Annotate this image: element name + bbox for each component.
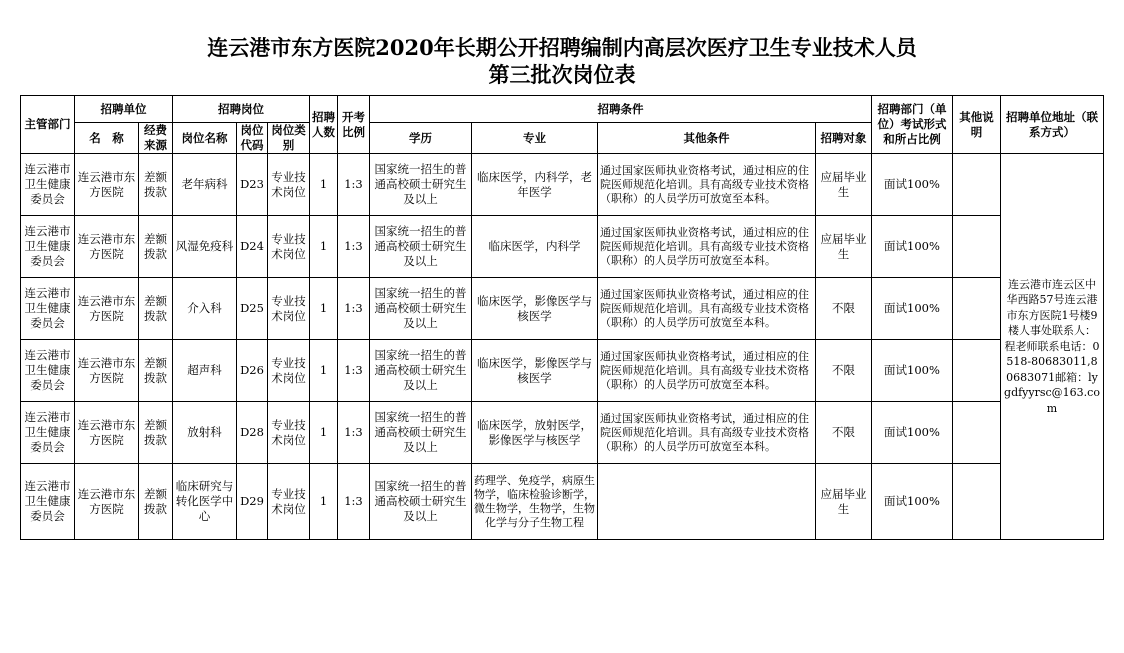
- cell-count: 1: [310, 402, 338, 464]
- cell-other: 通过国家医师执业资格考试，通过相应的住院医师规范化培训。具有高级专业技术资格（职称）的人员学历可放宽至本科。: [598, 278, 816, 340]
- cell-dept: 连云港市卫生健康委员会: [21, 340, 75, 402]
- cell-exam: 面试100%: [872, 278, 953, 340]
- cell-dept: 连云港市卫生健康委员会: [21, 278, 75, 340]
- header-unit-name: 名 称: [75, 123, 139, 154]
- cell-remark: [953, 340, 1001, 402]
- cell-code: D26: [237, 340, 268, 402]
- cell-major: 临床医学，内科学: [472, 216, 598, 278]
- header-funding: 经费来源: [139, 123, 173, 154]
- cell-exam: 面试100%: [872, 340, 953, 402]
- cell-ratio: 1:3: [338, 402, 370, 464]
- cell-target: 应届毕业生: [816, 216, 872, 278]
- title-line-2: 第三批次岗位表: [488, 62, 636, 87]
- cell-code: D28: [237, 402, 268, 464]
- cell-code: D24: [237, 216, 268, 278]
- cell-other: 通过国家医师执业资格考试，通过相应的住院医师规范化培训。具有高级专业技术资格（职称）的人员学历可放宽至本科。: [598, 216, 816, 278]
- cell-post: 风湿免疫科: [173, 216, 237, 278]
- header-major: 专业: [472, 123, 598, 154]
- cell-other: 通过国家医师执业资格考试，通过相应的住院医师规范化培训。具有高级专业技术资格（职称）的人员学历可放宽至本科。: [598, 340, 816, 402]
- cell-post: 介入科: [173, 278, 237, 340]
- cell-exam: 面试100%: [872, 154, 953, 216]
- cell-unit: 连云港市东方医院: [75, 216, 139, 278]
- header-address: 招聘单位地址（联系方式）: [1001, 96, 1104, 154]
- cell-unit: 连云港市东方医院: [75, 402, 139, 464]
- cell-funding: 差额拨款: [139, 340, 173, 402]
- cell-education: 国家统一招生的普通高校硕士研究生及以上: [370, 402, 472, 464]
- cell-exam: 面试100%: [872, 216, 953, 278]
- cell-dept: 连云港市卫生健康委员会: [21, 464, 75, 540]
- cell-target: 应届毕业生: [816, 464, 872, 540]
- table-row: [21, 340, 1104, 402]
- cell-post: 临床研究与转化医学中心: [173, 464, 237, 540]
- cell-remark: [953, 278, 1001, 340]
- cell-education: 国家统一招生的普通高校硕士研究生及以上: [370, 154, 472, 216]
- cell-ratio: 1:3: [338, 216, 370, 278]
- cell-post: 超声科: [173, 340, 237, 402]
- cell-major: 临床医学，影像医学与核医学: [472, 340, 598, 402]
- cell-count: 1: [310, 154, 338, 216]
- positions-table: [20, 95, 1104, 540]
- cell-post: 老年病科: [173, 154, 237, 216]
- cell-other: [598, 464, 816, 540]
- header-dept: 主管部门: [21, 96, 75, 154]
- cell-other: 通过国家医师执业资格考试，通过相应的住院医师规范化培训。具有高级专业技术资格（职称）的人员学历可放宽至本科。: [598, 402, 816, 464]
- cell-education: 国家统一招生的普通高校硕士研究生及以上: [370, 340, 472, 402]
- cell-count: 1: [310, 278, 338, 340]
- cell-unit: 连云港市东方医院: [75, 154, 139, 216]
- header-post-code: 岗位代码: [237, 123, 268, 154]
- cell-code: D25: [237, 278, 268, 340]
- cell-dept: 连云港市卫生健康委员会: [21, 216, 75, 278]
- cell-type: 专业技术岗位: [268, 278, 310, 340]
- table-row: [21, 402, 1104, 464]
- cell-type: 专业技术岗位: [268, 402, 310, 464]
- header-post-type: 岗位类别: [268, 123, 310, 154]
- cell-exam: 面试100%: [872, 464, 953, 540]
- cell-target: 不限: [816, 340, 872, 402]
- header-post-name: 岗位名称: [173, 123, 237, 154]
- cell-education: 国家统一招生的普通高校硕士研究生及以上: [370, 216, 472, 278]
- cell-ratio: 1:3: [338, 278, 370, 340]
- header-unit-group: 招聘单位: [75, 96, 173, 123]
- header-remark: 其他说明: [953, 96, 1001, 154]
- cell-remark: [953, 216, 1001, 278]
- cell-unit: 连云港市东方医院: [75, 278, 139, 340]
- cell-funding: 差额拨款: [139, 154, 173, 216]
- cell-education: 国家统一招生的普通高校硕士研究生及以上: [370, 278, 472, 340]
- header-target: 招聘对象: [816, 123, 872, 154]
- cell-remark: [953, 402, 1001, 464]
- cell-unit: 连云港市东方医院: [75, 340, 139, 402]
- cell-code: D29: [237, 464, 268, 540]
- cell-ratio: 1:3: [338, 154, 370, 216]
- cell-target: 不限: [816, 278, 872, 340]
- cell-remark: [953, 464, 1001, 540]
- cell-count: 1: [310, 464, 338, 540]
- cell-education: 国家统一招生的普通高校硕士研究生及以上: [370, 464, 472, 540]
- cell-dept: 连云港市卫生健康委员会: [21, 154, 75, 216]
- cell-major: 临床医学，放射医学，影像医学与核医学: [472, 402, 598, 464]
- header-other: 其他条件: [598, 123, 816, 154]
- cell-type: 专业技术岗位: [268, 340, 310, 402]
- cell-ratio: 1:3: [338, 340, 370, 402]
- cell-code: D23: [237, 154, 268, 216]
- header-ratio: 开考比例: [338, 96, 370, 154]
- contact-cell: 连云港市连云区中华西路57号连云港市东方医院1号楼9楼人事处联系人：程老师联系电话：0518-80683011,80683071邮箱：lygdfyyrsc@163.com: [1001, 154, 1104, 540]
- cell-target: 应届毕业生: [816, 154, 872, 216]
- table-row: [21, 278, 1104, 340]
- cell-exam: 面试100%: [872, 402, 953, 464]
- cell-major: 药理学、免疫学，病原生物学，临床检验诊断学，微生物学，生物学，生物化学与分子生物工程: [472, 464, 598, 540]
- cell-post: 放射科: [173, 402, 237, 464]
- cell-type: 专业技术岗位: [268, 154, 310, 216]
- table-row: [21, 464, 1104, 540]
- cell-major: 临床医学，影像医学与核医学: [472, 278, 598, 340]
- cell-funding: 差额拨款: [139, 216, 173, 278]
- cell-other: 通过国家医师执业资格考试，通过相应的住院医师规范化培训。具有高级专业技术资格（职称）的人员学历可放宽至本科。: [598, 154, 816, 216]
- cell-type: 专业技术岗位: [268, 216, 310, 278]
- cell-major: 临床医学，内科学，老年医学: [472, 154, 598, 216]
- header-cond-group: 招聘条件: [370, 96, 872, 123]
- header-post-group: 招聘岗位: [173, 96, 310, 123]
- cell-unit: 连云港市东方医院: [75, 464, 139, 540]
- header-education: 学历: [370, 123, 472, 154]
- cell-ratio: 1:3: [338, 464, 370, 540]
- cell-type: 专业技术岗位: [268, 464, 310, 540]
- cell-funding: 差额拨款: [139, 402, 173, 464]
- cell-target: 不限: [816, 402, 872, 464]
- cell-funding: 差额拨款: [139, 278, 173, 340]
- header-count: 招聘人数: [310, 96, 338, 154]
- table-row: [21, 154, 1104, 216]
- cell-count: 1: [310, 216, 338, 278]
- title-line-1: 连云港市东方医院2020年长期公开招聘编制内高层次医疗卫生专业技术人员: [207, 35, 917, 60]
- page-title: [0, 34, 1124, 88]
- cell-remark: [953, 154, 1001, 216]
- table-row: [21, 216, 1104, 278]
- header-exam: 招聘部门（单位）考试形式和所占比例: [872, 96, 953, 154]
- cell-funding: 差额拨款: [139, 464, 173, 540]
- cell-count: 1: [310, 340, 338, 402]
- cell-dept: 连云港市卫生健康委员会: [21, 402, 75, 464]
